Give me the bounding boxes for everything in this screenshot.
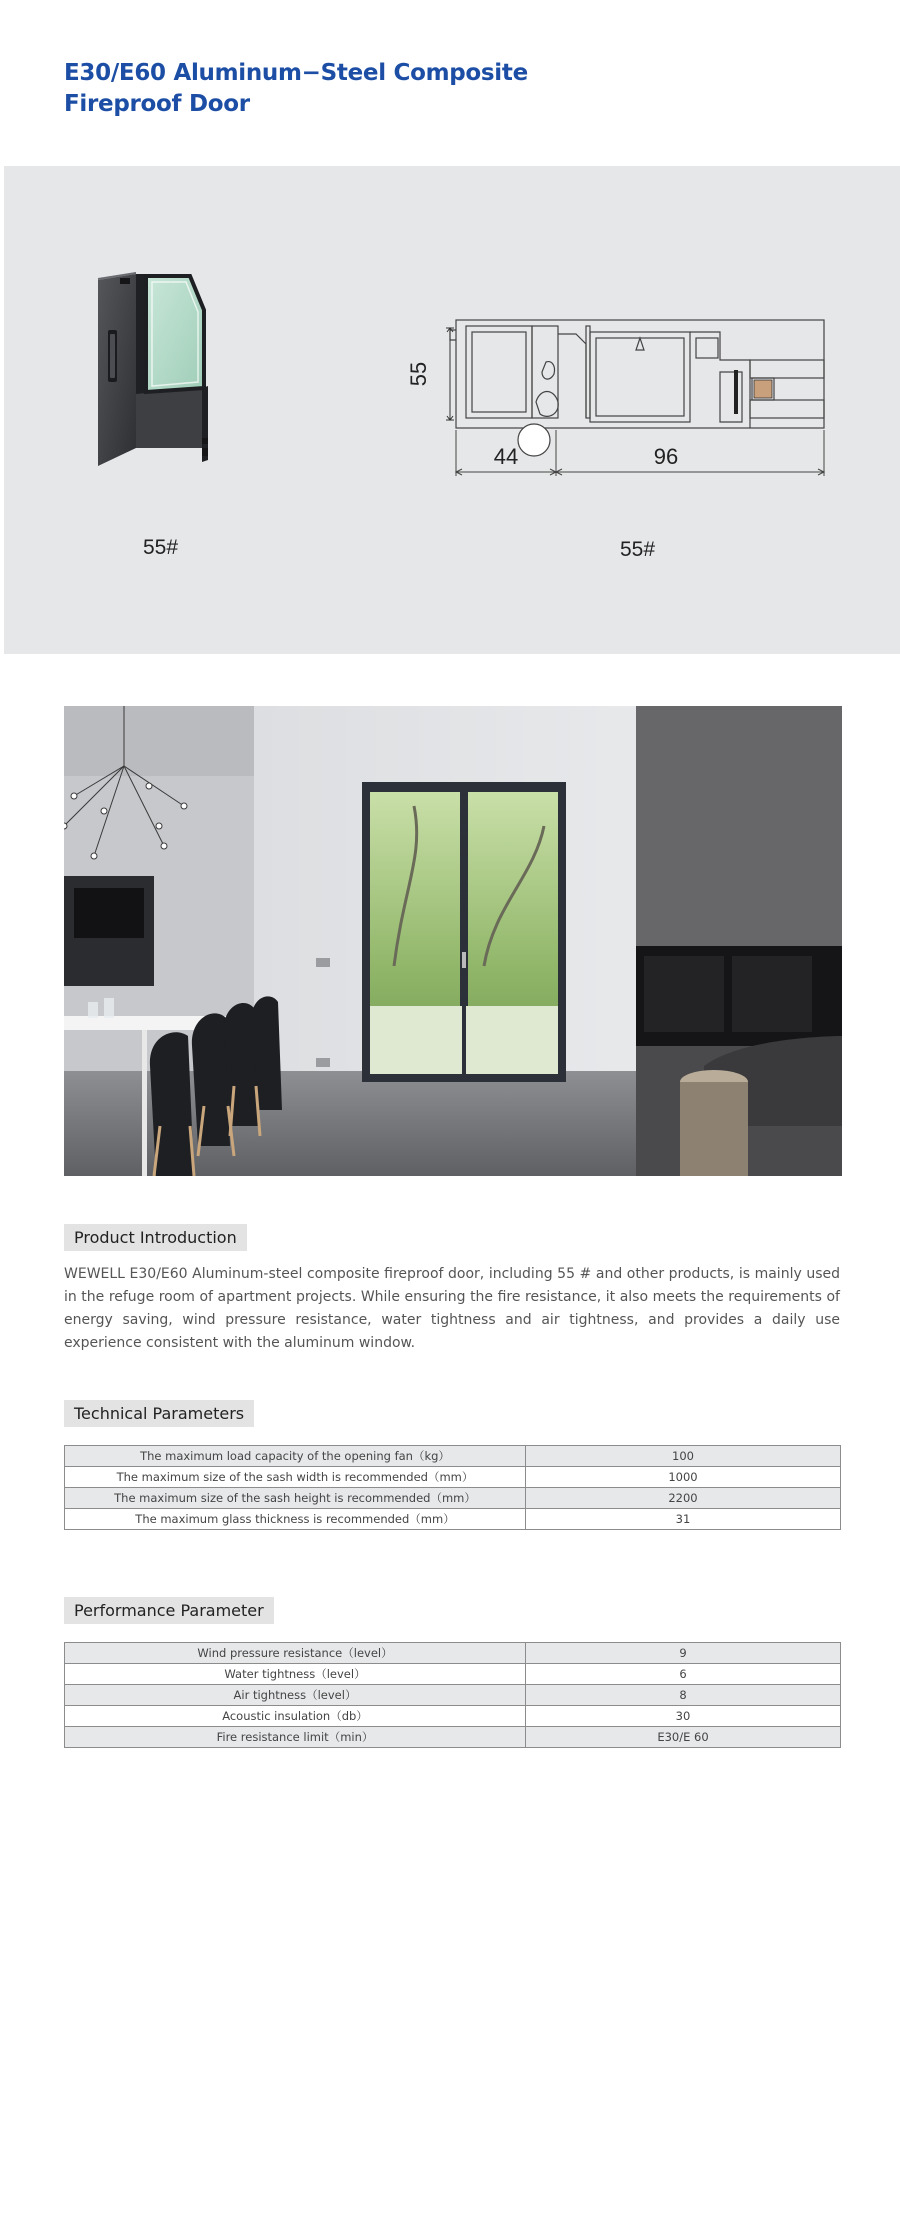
param-label: The maximum size of the sash height is recommended（mm） — [65, 1488, 526, 1509]
param-label: Water tightness（level） — [65, 1664, 526, 1685]
page-title-line-2: Fireproof Door — [64, 91, 250, 117]
profile-section-drawing — [390, 302, 850, 502]
param-value: 30 — [526, 1706, 841, 1727]
intro-text: WEWELL E30/E60 Aluminum-steel composite fireproof door, including 55 # and other products, is mainly used in the refuge room of apartment projects. While ensuring the fire resistance, it also meets the requirements of energy saving, wind pressure resistance, water tightness and air tightness, and provides a daily use experience consistent with the aluminum window. — [64, 1266, 840, 1351]
dim-label-height: 55 — [406, 361, 431, 387]
dim-label-right: 96 — [653, 444, 679, 469]
table-row — [65, 1467, 841, 1488]
param-value: 1000 — [526, 1467, 841, 1488]
interior-photo — [64, 706, 842, 1176]
performance-table — [64, 1642, 841, 1748]
profile-label-right: 55# — [620, 538, 656, 561]
param-label: The maximum size of the sash width is recommended（mm） — [65, 1467, 526, 1488]
param-value: 31 — [526, 1509, 841, 1530]
param-value: 8 — [526, 1685, 841, 1706]
table-row — [65, 1727, 841, 1748]
profile-corner-render — [90, 270, 290, 470]
profile-panel — [4, 166, 900, 654]
performance-heading: Performance Parameter — [64, 1597, 274, 1624]
table-row — [65, 1643, 841, 1664]
intro-heading: Product Introduction — [64, 1224, 247, 1251]
param-label: Air tightness（level） — [65, 1685, 526, 1706]
dim-label-left: 44 — [493, 444, 519, 469]
param-value: 9 — [526, 1643, 841, 1664]
param-value: 2200 — [526, 1488, 841, 1509]
param-label: Fire resistance limit（min） — [65, 1727, 526, 1748]
table-row — [65, 1685, 841, 1706]
table-row — [65, 1488, 841, 1509]
param-label: The maximum load capacity of the opening fan（kg） — [65, 1446, 526, 1467]
param-value: 100 — [526, 1446, 841, 1467]
param-value: 6 — [526, 1664, 841, 1685]
param-label: The maximum glass thickness is recommended（mm） — [65, 1509, 526, 1530]
technical-heading: Technical Parameters — [64, 1400, 254, 1427]
page-title — [64, 58, 528, 120]
page-title-line-1: E30/E60 Aluminum−Steel Composite — [64, 60, 528, 86]
param-label: Wind pressure resistance（level） — [65, 1643, 526, 1664]
param-value: E30/E 60 — [526, 1727, 841, 1748]
param-label: Acoustic insulation（db） — [65, 1706, 526, 1727]
profile-label-left: 55# — [143, 536, 179, 559]
table-row — [65, 1509, 841, 1530]
table-row — [65, 1664, 841, 1685]
table-row — [65, 1706, 841, 1727]
technical-table — [64, 1445, 841, 1530]
table-row — [65, 1446, 841, 1467]
